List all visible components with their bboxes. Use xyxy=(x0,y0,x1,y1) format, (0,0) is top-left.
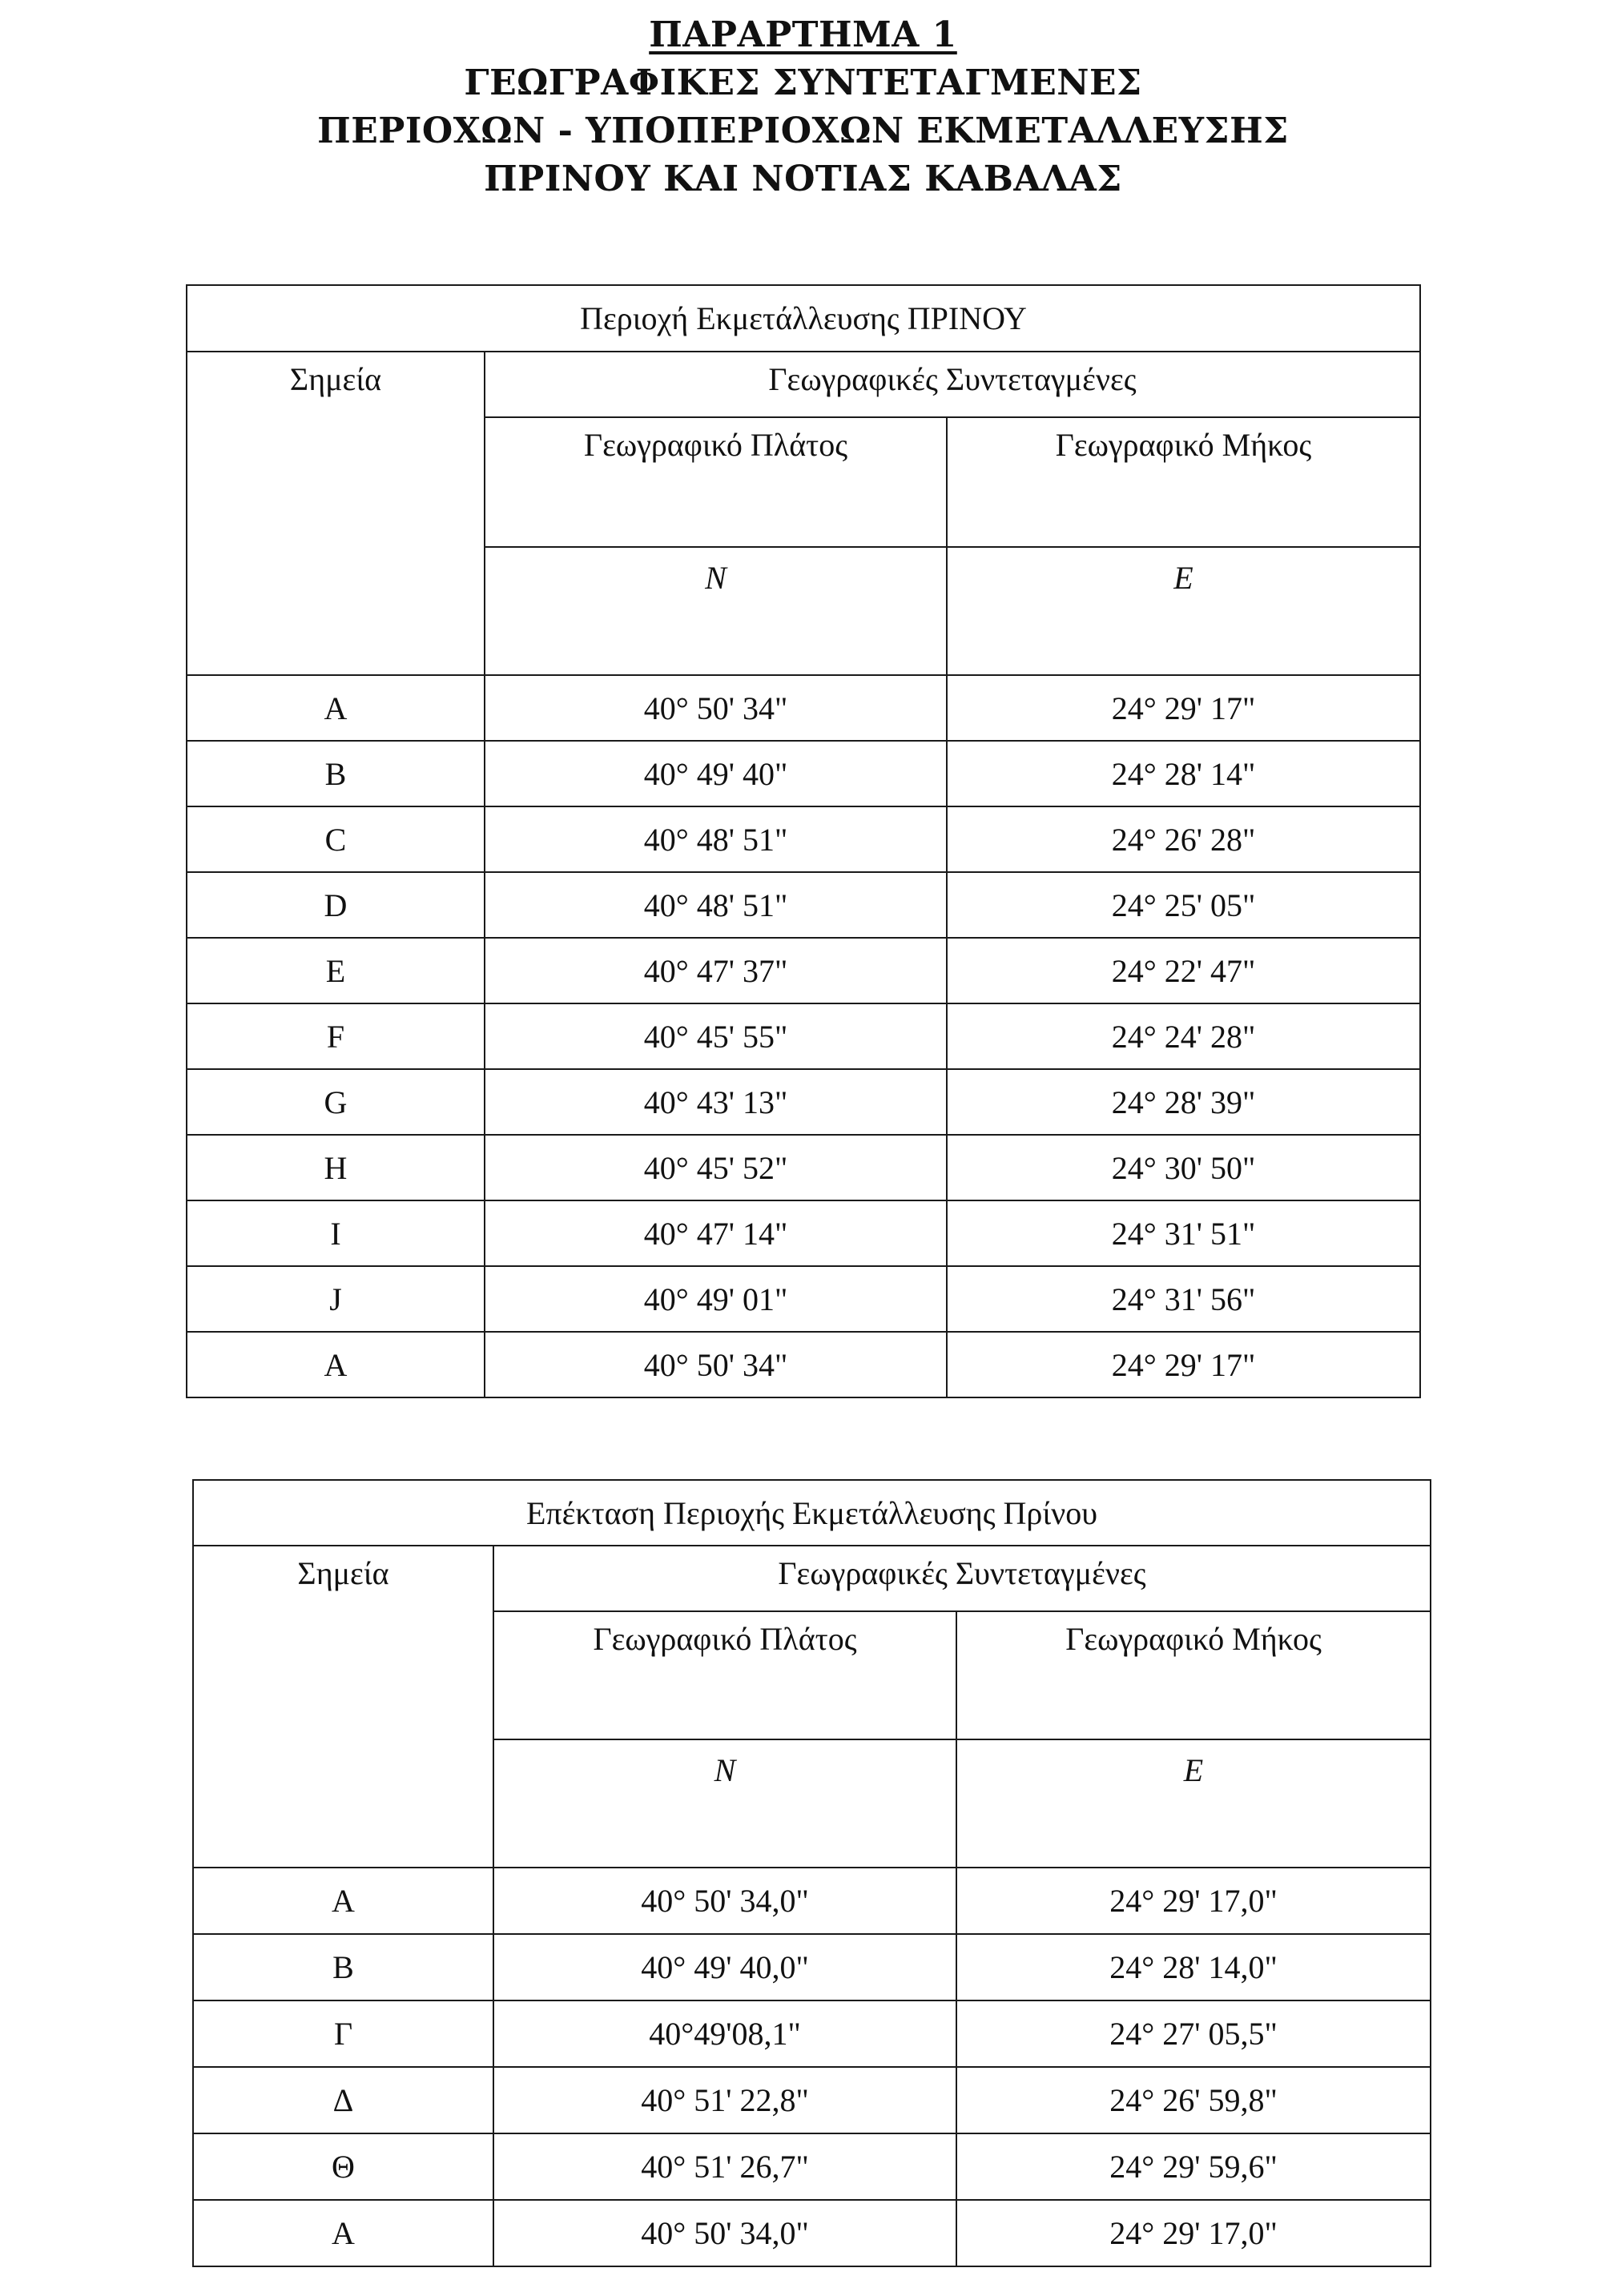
latitude-value: 40° 45' 52" xyxy=(485,1135,947,1200)
point-label: J xyxy=(187,1266,485,1332)
longitude-value: 24° 31' 51" xyxy=(947,1200,1420,1266)
latitude-value: 40° 50' 34,0" xyxy=(493,1868,956,1934)
table-row xyxy=(193,1868,1431,1934)
latitude-value: 40° 50' 34" xyxy=(485,675,947,741)
longitude-axis-label: E xyxy=(956,1739,1431,1868)
latitude-header: Γεωγραφικό Πλάτος xyxy=(485,417,947,547)
longitude-value: 24° 27' 05,5" xyxy=(956,2000,1431,2067)
latitude-value: 40° 45' 55" xyxy=(485,1003,947,1069)
point-label: E xyxy=(187,938,485,1003)
longitude-value: 24° 28' 14" xyxy=(947,741,1420,806)
longitude-value: 24° 29' 17,0" xyxy=(956,1868,1431,1934)
latitude-value: 40° 49' 40" xyxy=(485,741,947,806)
document-heading xyxy=(0,11,1606,203)
latitude-value: 40° 48' 51" xyxy=(485,806,947,872)
table-row xyxy=(187,1200,1420,1266)
table-row xyxy=(187,741,1420,806)
table-row xyxy=(193,2200,1431,2266)
point-label: B xyxy=(193,1934,493,2000)
table-row xyxy=(187,1135,1420,1200)
latitude-axis-label: N xyxy=(485,547,947,675)
table-row xyxy=(187,806,1420,872)
annex-title: ΠΑΡΑΡΤΗΜΑ 1 xyxy=(649,14,957,55)
longitude-value: 24° 24' 28" xyxy=(947,1003,1420,1069)
point-label: A xyxy=(187,1332,485,1397)
point-label: C xyxy=(187,806,485,872)
point-label: H xyxy=(187,1135,485,1200)
heading-line-location: ΠΡΙΝΟΥ ΚΑΙ ΝΟΤΙΑΣ ΚΑΒΑΛΑΣ xyxy=(484,159,1122,199)
latitude-value: 40° 51' 22,8" xyxy=(493,2067,956,2133)
longitude-value: 24° 25' 05" xyxy=(947,872,1420,938)
point-label: B xyxy=(187,741,485,806)
latitude-axis-label: N xyxy=(493,1739,956,1868)
table-row xyxy=(187,1332,1420,1397)
latitude-value: 40° 47' 37" xyxy=(485,938,947,1003)
longitude-value: 24° 28' 39" xyxy=(947,1069,1420,1135)
latitude-value: 40° 50' 34,0" xyxy=(493,2200,956,2266)
longitude-axis-label: E xyxy=(947,547,1420,675)
table-row xyxy=(193,1934,1431,2000)
longitude-value: 24° 28' 14,0" xyxy=(956,1934,1431,2000)
point-label: F xyxy=(187,1003,485,1069)
points-header: Σημεία xyxy=(193,1546,493,1868)
table-row xyxy=(193,2133,1431,2200)
longitude-header: Γεωγραφικό Μήκος xyxy=(947,417,1420,547)
point-label: D xyxy=(187,872,485,938)
latitude-value: 40° 50' 34" xyxy=(485,1332,947,1397)
latitude-value: 40° 43' 13" xyxy=(485,1069,947,1135)
table-row xyxy=(193,2067,1431,2133)
points-header: Σημεία xyxy=(187,352,485,675)
point-label: I xyxy=(187,1200,485,1266)
latitude-value: 40° 47' 14" xyxy=(485,1200,947,1266)
latitude-value: 40° 49' 01" xyxy=(485,1266,947,1332)
table-row xyxy=(187,1069,1420,1135)
table-row xyxy=(187,872,1420,938)
longitude-value: 24° 30' 50" xyxy=(947,1135,1420,1200)
heading-line-coordinates: ΓΕΩΓΡΑΦΙΚΕΣ ΣΥΝΤΕΤΑΓΜΕΝΕΣ xyxy=(464,62,1142,103)
longitude-value: 24° 29' 17" xyxy=(947,675,1420,741)
table-row xyxy=(187,675,1420,741)
table-row xyxy=(193,2000,1431,2067)
table-row xyxy=(187,1003,1420,1069)
coordinates-header: Γεωγραφικές Συντεταγμένες xyxy=(485,352,1420,417)
longitude-value: 24° 29' 17,0" xyxy=(956,2200,1431,2266)
point-label: Θ xyxy=(193,2133,493,2200)
latitude-value: 40°49'08,1" xyxy=(493,2000,956,2067)
point-label: G xyxy=(187,1069,485,1135)
latitude-header: Γεωγραφικό Πλάτος xyxy=(493,1611,956,1739)
table-title: Περιοχή Εκμετάλλευσης ΠΡΙΝΟΥ xyxy=(187,285,1420,352)
longitude-value: 24° 26' 28" xyxy=(947,806,1420,872)
latitude-value: 40° 51' 26,7" xyxy=(493,2133,956,2200)
prinos-extension-table xyxy=(192,1479,1431,2267)
point-label: Δ xyxy=(193,2067,493,2133)
longitude-value: 24° 29' 17" xyxy=(947,1332,1420,1397)
latitude-value: 40° 49' 40,0" xyxy=(493,1934,956,2000)
prinos-area-table xyxy=(186,284,1421,1398)
point-label: A xyxy=(193,1868,493,1934)
longitude-value: 24° 29' 59,6" xyxy=(956,2133,1431,2200)
point-label: A xyxy=(187,675,485,741)
longitude-value: 24° 22' 47" xyxy=(947,938,1420,1003)
point-label: A xyxy=(193,2200,493,2266)
latitude-value: 40° 48' 51" xyxy=(485,872,947,938)
table-row xyxy=(187,938,1420,1003)
longitude-value: 24° 26' 59,8" xyxy=(956,2067,1431,2133)
heading-line-areas: ΠΕΡΙΟΧΩΝ - ΥΠΟΠΕΡΙΟΧΩΝ ΕΚΜΕΤΑΛΛΕΥΣΗΣ xyxy=(317,111,1289,151)
table-title: Επέκταση Περιοχής Εκμετάλλευσης Πρίνου xyxy=(193,1480,1431,1546)
longitude-header: Γεωγραφικό Μήκος xyxy=(956,1611,1431,1739)
longitude-value: 24° 31' 56" xyxy=(947,1266,1420,1332)
point-label: Γ xyxy=(193,2000,493,2067)
coordinates-header: Γεωγραφικές Συντεταγμένες xyxy=(493,1546,1431,1611)
table-row xyxy=(187,1266,1420,1332)
